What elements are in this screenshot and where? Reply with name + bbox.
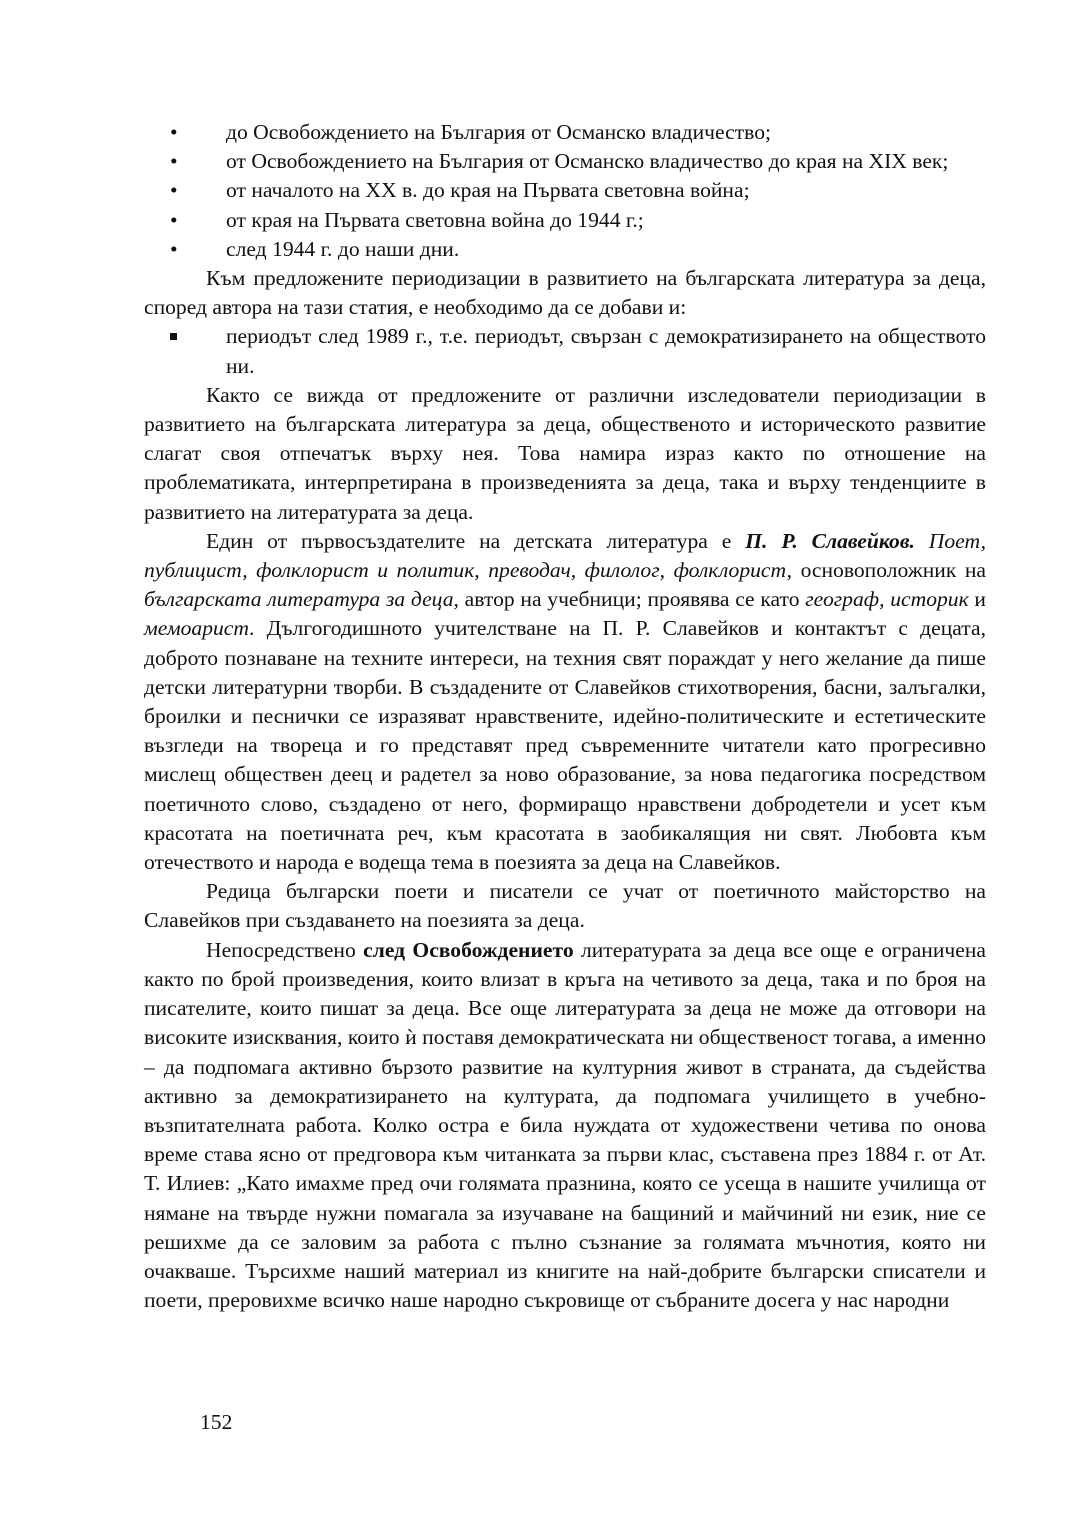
period-text: от началото на XX в. до края на Първата световна война;	[226, 178, 750, 203]
page-body	[144, 118, 986, 1315]
bullet-icon: •	[170, 149, 178, 174]
page-number: 152	[200, 1410, 233, 1434]
list-item	[144, 147, 986, 176]
bullet-icon: •	[170, 178, 178, 203]
paragraph-added-period: Към предложените периодизации в развитието на българската литература за деца, според автора на тази статия, е необходимо да се добави и:	[144, 266, 986, 320]
paragraph-slaveykov: Един от първосъздателите на детската литература е П. Р. Славейков. Поет, публицист, фолклорист и политик, преводач, филолог, фолклорист, основоположник на българската литература за деца, автор на учебници; проявява се като географ, историк и мемоарист. Дългогодишното учителстване на П. Р. Славейков и контактът с децата, доброто познаване на техните интереси, на техния свят пораждат у него желание да пише детски литературни творби. В създадените от Славейков стихотворения, басни, залъгалки, броилки и песнички се изразяват нравствените, идейно-политическите и естетическите възгледи на твореца и го представят пред съвременните читатели като прогресивно мислещ обществен деец и радетел за ново образование, за нова педагогика посредством поетичното слово, създадено от него, формиращо нравствени добродетели и усет към красотата на поетичната реч, към красотата в заобикалящия ни свят. Любовта към отечеството и народа е водеща тема в поезията за деца на Славейков.	[144, 528, 986, 875]
square-bullet-icon	[144, 322, 226, 380]
bullet-icon: •	[170, 207, 178, 232]
paragraph-followers: Редица български поети и писатели се учат от поетичното майсторство на Славейков при създаването на поезията за деца.	[144, 879, 986, 933]
author-name: П. Р. Славейков.	[745, 528, 915, 553]
list-item	[144, 206, 986, 235]
list-item	[144, 176, 986, 205]
paragraph-liberation: Непосредствено след Освобождението литературата за деца все още е ограничена както по брой произведения, които влизат в кръга на четивото за деца, така и по броя на писателите, които пишат за деца. Все още литературата за деца не може да отговори на високите изисквания, които ѝ поставя демократическата ни общественост тогава, а именно – да подпомага активно бързото развитие на културния живот в страната, да съдейства активно за демократизирането на културата, да подпомага училището в учебно-възпитателната работа. Колко остра е била нуждата от художествени четива по онова време става ясно от предговора към читанката за първи клас, съставена през 1884 г. от Ат. Т. Илиев: „Като имахме пред очи голямата празнина, която се усеща в нашите училища от нямане на твърде нужни помагала за изучаване на бащиний и майчиний ни език, ние се решихме да се заловим за работа с пълно съзнание за голямата мъчнотия, която ни очакваше. Търсихме наший материал из книгите на най-добрите български списатели и поети, преровихме всичко наше народно съкровище от събраните досега у нас народни	[144, 937, 986, 1313]
added-period-text: периодът след 1989 г., т.е. периодът, свързан с демократизирането на обществото ни.	[226, 324, 986, 378]
period-text: от Освобождението на България от Османско владичество до края на XIX век;	[226, 149, 949, 174]
period-text: до Освобождението на България от Османско владичество;	[226, 120, 772, 144]
bullet-icon: •	[170, 236, 178, 261]
list-item	[144, 235, 986, 264]
list-item	[144, 322, 986, 380]
list-item	[144, 118, 986, 147]
period-text: от края на Първата световна война до 1944 г.;	[226, 207, 644, 232]
paragraph-influence: Както се вижда от предложените от различни изследователи периодизации в развитието на българската литература за деца, общественото и историческото развитие слагат своя отпечатък върху нея. Това намира израз както по отношение на проблематиката, интерпретирана в произведенията за деца, така и върху тенденциите в развитието на литературата за деца.	[144, 382, 986, 524]
period-text: след 1944 г. до наши дни.	[226, 236, 460, 261]
bullet-icon: •	[170, 120, 178, 144]
